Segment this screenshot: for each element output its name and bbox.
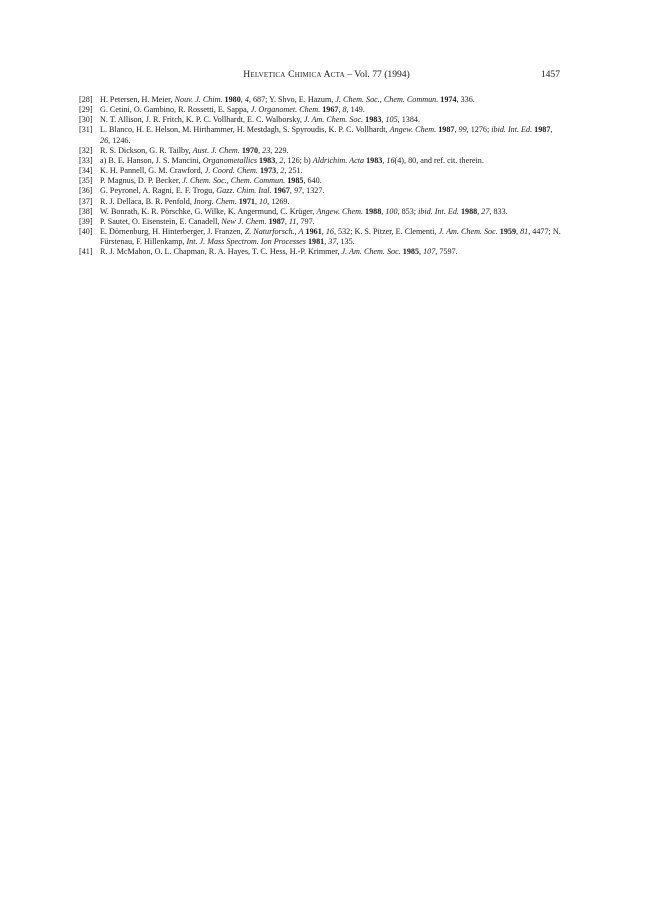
reference-number: [37] — [79, 196, 93, 206]
reference-plain-text: W. Bonrath, K. R. Pörschke, G. Wilke, K. Angermund, C. Krüger, — [100, 206, 317, 216]
reference-plain-text: , — [550, 125, 553, 135]
reference-year: 1967 — [322, 105, 339, 115]
reference-item — [79, 176, 561, 186]
reference-year: 1980 — [224, 95, 241, 104]
reference-italic-text: 4 — [244, 95, 249, 104]
reference-plain-text: L. Blanco, H. E. Helson, M. Hirthammer, H. Mestdagh, S. Spyroudis, K. P. C. Vollhardt, — [100, 125, 390, 135]
reference-italic-text: 27 — [481, 206, 490, 216]
page-number: 1457 — [540, 69, 560, 80]
reference-plain-text: , — [254, 196, 260, 206]
reference-italic-text: 16 — [386, 155, 395, 165]
reference-plain-text: H. Petersen, H. Meier, — [100, 95, 175, 104]
reference-plain-text: , 4477; N. Fürstenau, F. Hillenkamp, — [100, 227, 561, 247]
reference-number: [32] — [79, 145, 93, 155]
reference-text — [100, 105, 561, 115]
reference-year: 1985 — [402, 247, 420, 257]
reference-plain-text: , — [240, 95, 245, 104]
reference-year: 1987 — [534, 125, 551, 135]
reference-italic-text: J. Am. Chem. Soc. — [341, 247, 401, 257]
reference-italic-text: 99 — [458, 125, 467, 135]
reference-italic-text: ibid. Int. Ed. — [491, 125, 533, 135]
reference-plain-text: , — [289, 186, 294, 196]
reference-italic-text: 100 — [385, 206, 398, 216]
reference-plain-text: G. Peyronel, A. Ragni, E. F. Trogu, — [100, 186, 217, 196]
reference-plain-text: , 229. — [270, 145, 289, 155]
reference-italic-text: Angew. Chem. — [389, 125, 437, 135]
reference-plain-text: , — [275, 155, 280, 165]
reference-italic-text: Int. J. Mass Spectrom. Ion Processes — [186, 237, 306, 247]
reference-plain-text: N. T. Allison, J. R. Fritch, K. P. C. Vollhardt, E. C. Walborsky, — [100, 115, 304, 125]
journal-name: Helvetica Chimica Acta — [243, 69, 345, 80]
reference-plain-text: P. Sautet, O. Eisenstein, E. Canadell, — [100, 216, 222, 226]
reference-plain-text: , 833. — [489, 206, 508, 216]
reference-item — [79, 95, 561, 105]
reference-year: 1961 — [305, 227, 322, 237]
reference-plain-text: , 1246. — [108, 135, 131, 145]
reference-italic-text: Nouv. J. Chim. — [174, 95, 223, 104]
reference-item — [79, 146, 561, 156]
reference-plain-text: , 126; b) — [283, 155, 313, 165]
reference-plain-text: K. H. Pannell, G. M. Crawford, — [100, 166, 205, 176]
reference-text — [100, 156, 561, 166]
reference-plain-text: , — [324, 237, 329, 247]
reference-italic-text: J. Am. Chem. Soc. — [438, 227, 498, 237]
reference-plain-text: , 797. — [296, 216, 315, 226]
reference-italic-text: Organometallics — [202, 155, 257, 165]
reference-year: 1967 — [273, 186, 290, 196]
reference-italic-text: 2 — [280, 166, 285, 176]
reference-year: 1970 — [241, 145, 259, 155]
reference-plain-text: (4), 80, and ref. cit. therein. — [394, 155, 484, 165]
reference-plain-text: a) B. E. Hanson, J. S. Mancini, — [100, 155, 203, 165]
reference-number: [30] — [79, 115, 93, 125]
reference-year: 1974 — [440, 95, 457, 104]
reference-plain-text: , — [419, 247, 424, 257]
reference-item — [79, 247, 561, 257]
reference-plain-text: , — [381, 115, 386, 125]
reference-item — [79, 156, 561, 166]
reference-italic-text: 97 — [293, 186, 303, 196]
reference-plain-text: , 640. — [303, 176, 322, 186]
reference-italic-text: 11 — [288, 216, 297, 226]
reference-plain-text: , — [321, 227, 326, 237]
reference-text — [100, 176, 561, 186]
reference-text — [100, 115, 561, 125]
reference-item — [79, 197, 561, 207]
reference-item — [79, 186, 561, 196]
reference-plain-text: , 1327. — [302, 186, 325, 196]
reference-year: 1971 — [238, 196, 255, 206]
reference-italic-text: 16 — [325, 227, 334, 237]
reference-plain-text: , — [454, 125, 459, 135]
reference-plain-text: , 1276; — [466, 125, 492, 135]
reference-italic-text: 81 — [520, 227, 529, 237]
reference-text — [100, 146, 561, 156]
reference-item — [79, 207, 561, 217]
reference-year: 1987 — [438, 125, 455, 135]
reference-text — [100, 227, 561, 247]
reference-list — [79, 95, 561, 258]
reference-year: 1985 — [287, 176, 304, 186]
reference-plain-text: , — [258, 145, 263, 155]
reference-text — [100, 217, 561, 227]
reference-italic-text: Angew. Chem. — [316, 206, 364, 216]
reference-item — [79, 105, 561, 115]
reference-number: [35] — [79, 176, 93, 186]
reference-item — [79, 166, 561, 176]
reference-italic-text: J. Chem. Soc., Chem. Commun. — [182, 176, 286, 186]
reference-item — [79, 227, 561, 247]
reference-italic-text: J. Organomet. Chem. — [250, 105, 321, 115]
reference-year: 1983 — [259, 155, 276, 165]
reference-italic-text: Aust. J. Chem. — [192, 145, 240, 155]
reference-italic-text: Inorg. Chem. — [193, 196, 237, 206]
reference-italic-text: 105 — [385, 115, 398, 125]
reference-year: 1981 — [307, 237, 325, 247]
reference-text — [100, 197, 561, 207]
reference-plain-text: , 149. — [346, 105, 365, 115]
reference-plain-text: , — [381, 206, 386, 216]
running-header — [0, 69, 653, 83]
reference-number: [40] — [79, 227, 93, 237]
reference-plain-text: , 7597. — [435, 247, 458, 257]
reference-plain-text: , — [276, 166, 281, 176]
reference-plain-text: R. S. Dickson, G. R. Tailby, — [100, 145, 193, 155]
reference-plain-text: , — [284, 216, 289, 226]
volume-info: – Vol. 77 (1994) — [347, 69, 410, 80]
reference-year: 1988 — [365, 206, 382, 216]
reference-italic-text: 23 — [262, 145, 271, 155]
reference-plain-text: , 687; Y. Shvo, E. Hazum, — [248, 95, 336, 104]
reference-number: [28] — [79, 95, 93, 104]
reference-plain-text: , 336. — [456, 95, 475, 104]
reference-plain-text: , — [516, 227, 521, 237]
reference-number: [38] — [79, 206, 93, 216]
reference-year: 1983 — [366, 155, 383, 165]
reference-italic-text: Aldrichim. Acta — [312, 155, 365, 165]
reference-plain-text: , 1269. — [267, 196, 290, 206]
reference-italic-text: 26 — [100, 135, 109, 145]
reference-italic-text: J. Coord. Chem. — [204, 166, 258, 176]
reference-item — [79, 115, 561, 125]
reference-plain-text: , — [338, 105, 343, 115]
reference-plain-text: , 853; — [397, 206, 419, 216]
reference-italic-text: 8 — [342, 105, 347, 115]
reference-number: [34] — [79, 166, 93, 176]
reference-plain-text: G. Cetini, O. Gambino, R. Rossetti, E. Sappa, — [100, 105, 251, 115]
reference-italic-text: ibid. Int. Ed. — [418, 206, 459, 216]
reference-italic-text: J. Chem. Soc., Chem. Commun. — [335, 95, 439, 104]
reference-italic-text: New J. Chem. — [221, 216, 267, 226]
reference-plain-text: , — [382, 155, 387, 165]
reference-italic-text: J. Am. Chem. Soc. — [303, 115, 364, 125]
reference-text — [100, 125, 561, 145]
reference-text — [100, 207, 561, 217]
reference-year: 1983 — [365, 115, 382, 125]
reference-plain-text: , — [477, 206, 482, 216]
reference-item — [79, 217, 561, 227]
reference-plain-text: R. J. McMahon, O. L. Chapman, R. A. Hayes, T. C. Hess, H.-P. Krimmer, — [100, 247, 342, 257]
reference-number: [36] — [79, 186, 93, 196]
reference-plain-text: E. Dörnenburg, H. Hinterberger, J. Franzen, — [100, 227, 245, 237]
reference-plain-text: , 1384. — [397, 115, 420, 125]
reference-number: [39] — [79, 216, 93, 226]
reference-plain-text: , 532; K. S. Pitzer, E. Clementi, — [333, 227, 439, 237]
reference-text — [100, 247, 561, 257]
reference-text — [100, 166, 561, 176]
reference-year: 1959 — [499, 227, 517, 237]
reference-year: 1987 — [268, 216, 285, 226]
reference-plain-text: , 135. — [336, 237, 355, 247]
reference-text — [100, 186, 561, 196]
reference-number: [31] — [79, 125, 93, 135]
reference-item — [79, 125, 561, 145]
reference-italic-text: Z. Naturforsch., A — [244, 227, 304, 237]
reference-italic-text: 2 — [279, 155, 284, 165]
reference-italic-text: Gazz. Chim. Ital. — [216, 186, 272, 196]
reference-number: [41] — [79, 247, 93, 257]
reference-italic-text: 10 — [259, 196, 268, 206]
reference-italic-text: 37 — [328, 237, 337, 247]
reference-plain-text: P. Magnus, D. P. Becker, — [100, 176, 183, 186]
reference-plain-text: R. J. Dellaca, B. R. Penfold, — [100, 196, 194, 206]
reference-italic-text: 107 — [423, 247, 436, 257]
reference-plain-text: , 251. — [284, 166, 303, 176]
reference-year: 1973 — [259, 166, 277, 176]
reference-number: [33] — [79, 155, 93, 165]
reference-text — [100, 95, 561, 105]
reference-number: [29] — [79, 105, 93, 115]
reference-year: 1988 — [460, 206, 478, 216]
